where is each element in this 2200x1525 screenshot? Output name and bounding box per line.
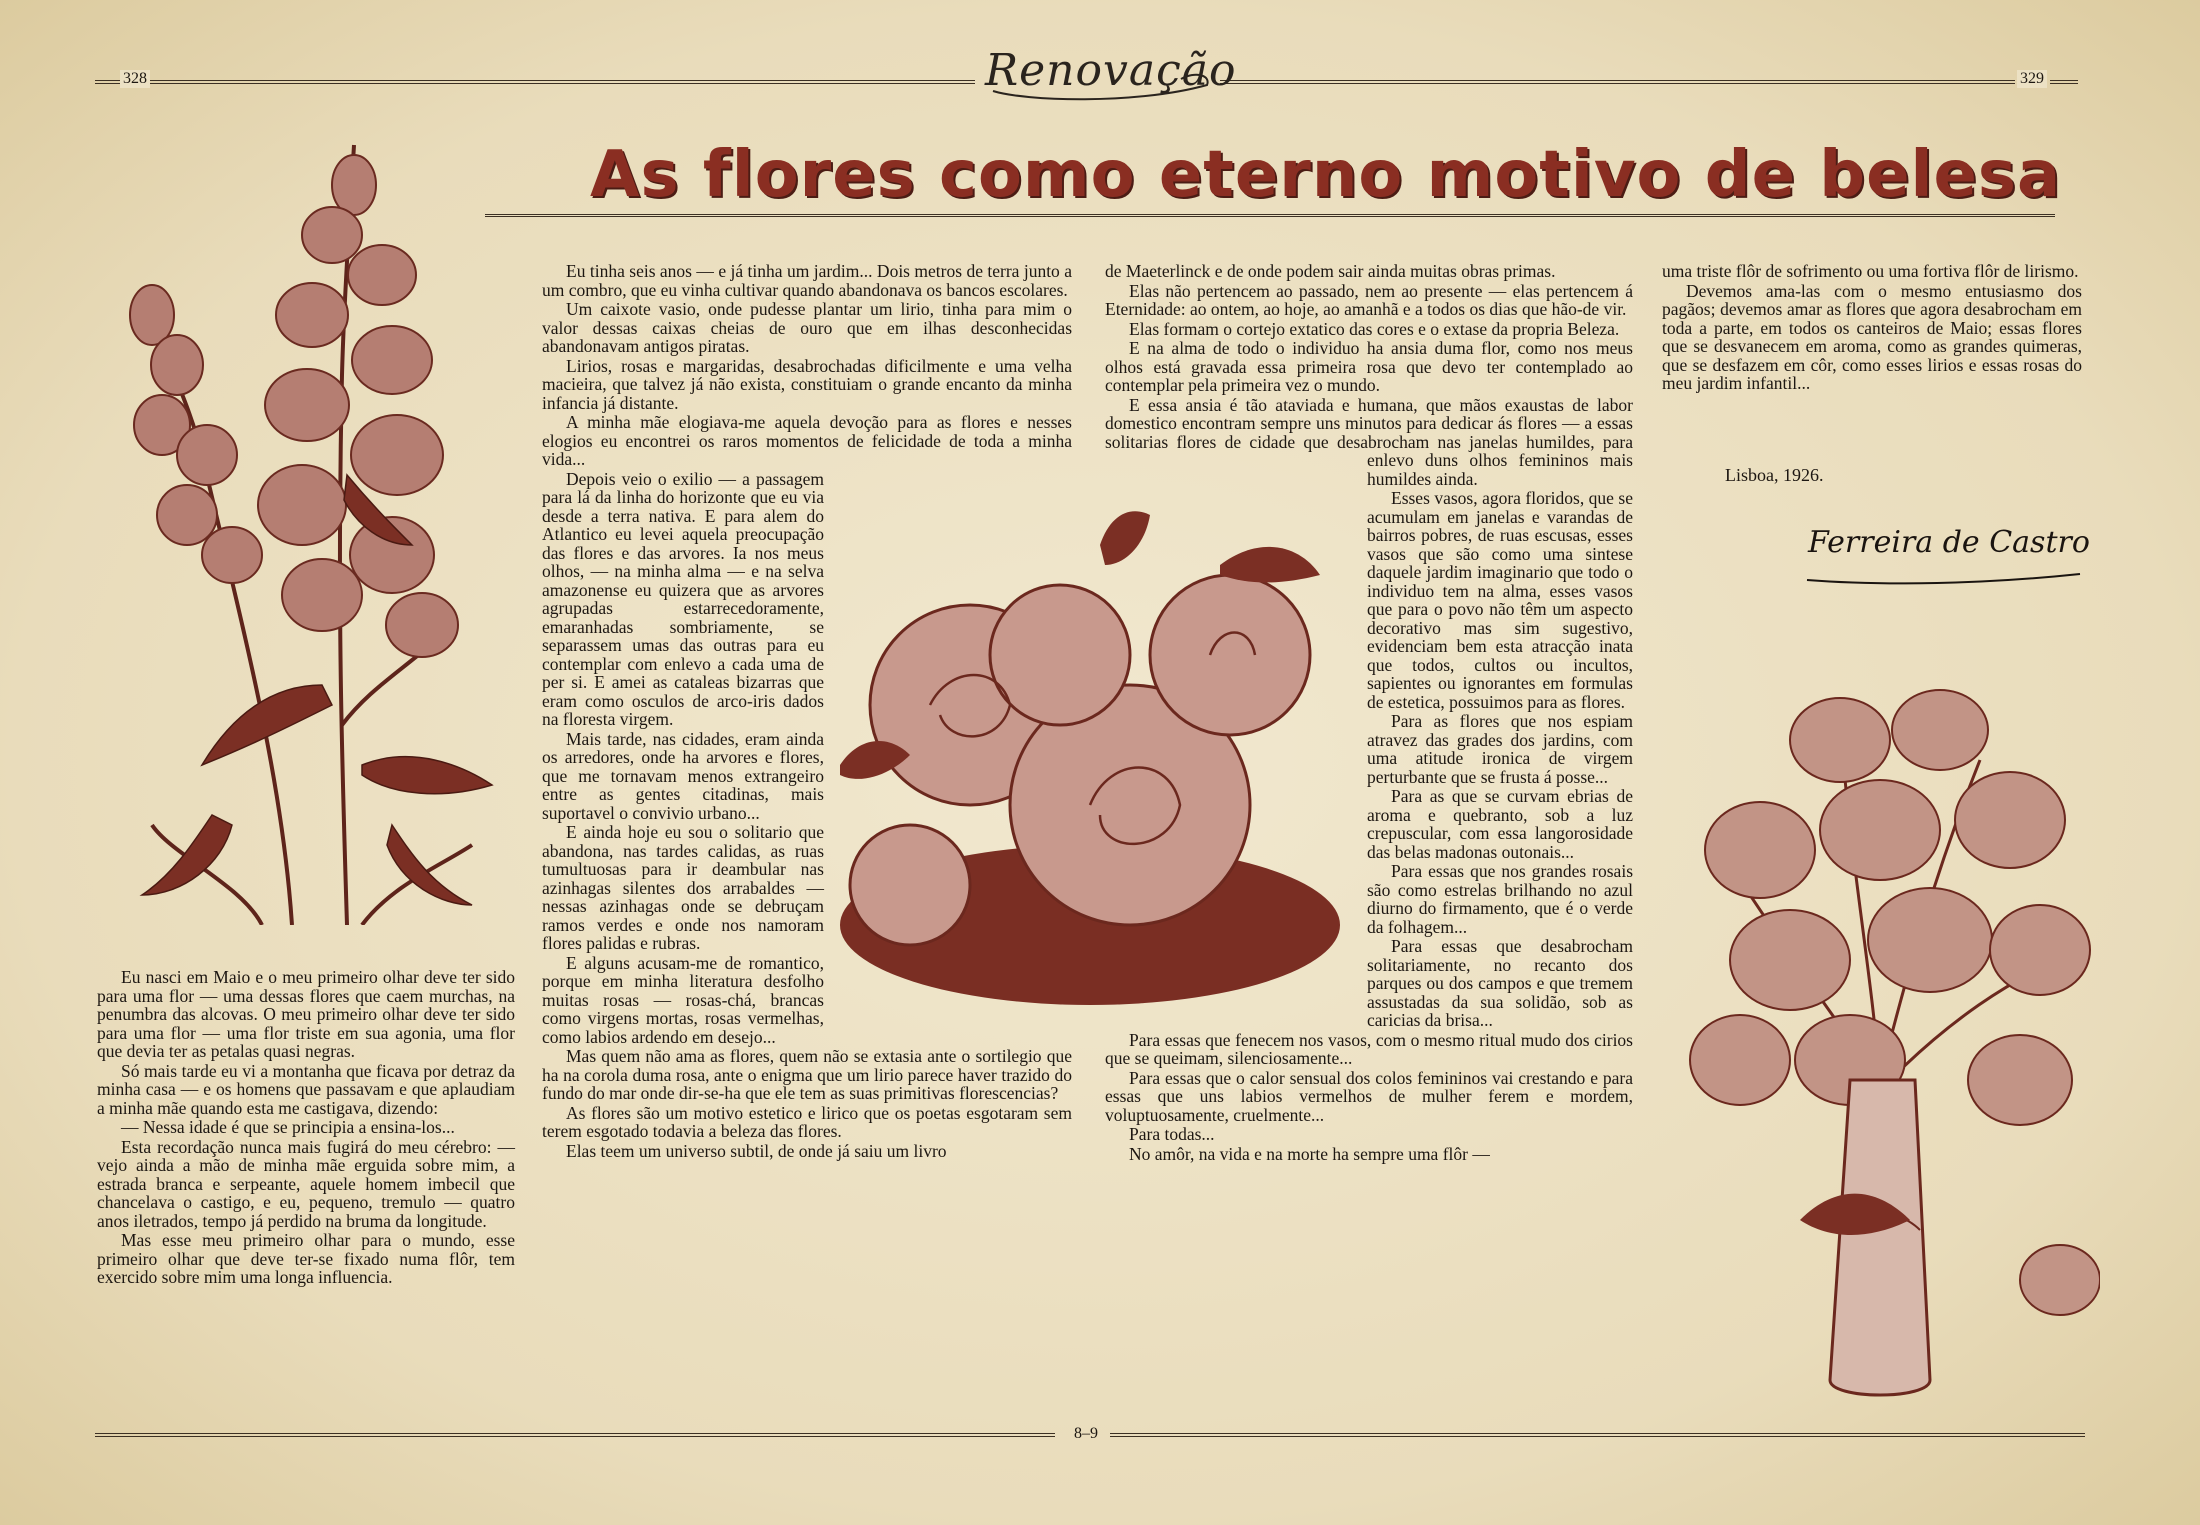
- dateline: Lisboa, 1926.: [1725, 465, 1824, 485]
- article-column-4: [1662, 262, 2082, 394]
- header-rule-far-right: [2050, 80, 2078, 84]
- paragraph: de Maeterlinck e de onde podem sair ainda muitas obras primas.: [1105, 261, 1556, 281]
- paragraph: Elas não pertencem ao passado, nem ao presente — elas pertencem á Eternidade: ao ontem, ao hoje, ao amanhã e a todos os dias que hão-de vir.: [1105, 280, 1633, 319]
- paragraph: Para as flores que nos espiam atravez das grades dos jardins, com uma atitude ironica de virgem perturbante que se frusta á posse...: [1367, 711, 1633, 787]
- paragraph: Eu tinha seis anos — e já tinha um jardim... Dois metros de terra junto a um combro, que eu vinha cultivar quando abandonava os bancos escolares.: [542, 261, 1072, 300]
- header-rule-right: [1220, 80, 2015, 84]
- paragraph: A minha mãe elogiava-me aquela devoção para as flores e nesses elogios eu encontrei os raros momentos de felicidade de toda a minha vida...: [542, 412, 1072, 469]
- snapdragon-illustration: [92, 125, 512, 925]
- paragraph: Mais tarde, nas cidades, eram ainda os arredores, onde ha arvores e flores, que me tornavam menos extrangeiro entre as gentes citadinas, mais suportavel o convivio urbano...: [542, 728, 824, 823]
- footer-rule-left: [95, 1433, 1055, 1437]
- masthead-logo: [985, 45, 1237, 105]
- article-title: As flores como eterno motivo de belesa: [590, 138, 2062, 212]
- header-rule-left: [95, 80, 975, 84]
- article-column-1: [97, 968, 515, 1288]
- paragraph: Para essas que o calor sensual dos colos femininos vai crestando e para essas que uns labios vermelhos de mulher ferem e mordem, voluptuosamente, cruelmente...: [1105, 1067, 1633, 1125]
- signature-flourish: [1805, 568, 2085, 598]
- page-number-right: 329: [2017, 70, 2047, 88]
- title-underline: [485, 214, 2055, 217]
- paragraph: Mas quem não ama as flores, quem não se extasia ante o sortilegio que ha na corola duma rosa, ante o enigma que um lirio parece haver trazido do fundo do mar onde dir-se-ha que ele tem as suas primitivas florescencias?: [542, 1046, 1072, 1103]
- paragraph: Para essas que nos grandes rosais são como estrelas brilhando no azul diurno do firmamento, que é o verde da folhagem...: [1367, 861, 1633, 937]
- paragraph: E ainda hoje eu sou o solitario que abandona, nas tardes calidas, as ruas tumultuosas para ir deambular nas azinhagas silentes dos arrabaldes — nessas azinhagas onde se debruçam ramos verdes e onde nos namoram flores palidas e rubras.: [542, 822, 824, 953]
- author-signature: Ferreira de Castro: [1808, 525, 2090, 560]
- paragraph: Para essas que desabrocham solitariamente, no recanto dos parques ou dos campos e que tremem assustadas da sua solidão, sob as caricias da brisa...: [1367, 936, 1633, 1030]
- paragraph: E alguns acusam-me de romantico, porque em minha literatura desfolho muitas rosas — rosas-chá, brancas como virgens mortas, rosas vermelhas, como labios ardendo em desejo...: [542, 952, 824, 1047]
- paragraph: Elas teem um universo subtil, de onde já saiu um livro: [566, 1140, 947, 1161]
- paragraph: E essa ansia é tão ataviada e humana, que mãos exaustas de labor domestico encontram sempre uns minutos para dedicar ás flores — a essas solitarias flores de cidade que desabrocham nas janelas humildes, para enlevo duns olhos femininos mais humildes ainda.: [1105, 394, 1633, 489]
- paragraph: Devemos ama-las com o mesmo entusiasmo dos pagãos; devemos amar as flores que agora desabrocham em toda a parte, em todos os canteiros de Maio; essas flores que se desvanecem em aroma, como as grandes quimeras, que se desfazem em côr, como esses lirios e essas rosas do meu jardim infantil...: [1662, 280, 2082, 393]
- paragraph: No amôr, na vida e na morte ha sempre uma flôr —: [1129, 1143, 1490, 1164]
- paragraph: Lirios, rosas e margaridas, desabrochadas dificilmente e uma velha macieira, que talvez já não exista, constituiam o grande encanto da minha infancia já distante.: [542, 355, 1072, 413]
- paragraph: Eu nasci em Maio e o meu primeiro olhar deve ter sido para uma flor — uma dessas flores que caem murchas, na penumbra das alcovas. O meu primeiro olhar deve ter sido para uma flor — uma flor triste em sua agonia, uma flor que devia ter as petalas quasi negras.: [97, 967, 515, 1061]
- paragraph: Para todas...: [1129, 1124, 1215, 1144]
- article-column-3: [1105, 262, 1633, 1164]
- paragraph: Um caixote vasio, onde pudesse plantar um lirio, tinha para mim o valor dessas caixas cheias de ouro que em ilhas desconhecidas abandonavam antigos piratas.: [542, 299, 1072, 356]
- paragraph: As flores são um motivo estetico e lirico que os poetas esgotaram sem terem esgotado todavia a beleza das flores.: [542, 1102, 1072, 1141]
- article-column-2: [542, 262, 1072, 1161]
- page-number-left: 328: [120, 70, 150, 88]
- paragraph: Mas esse meu primeiro olhar para o mundo, esse primeiro olhar que deve ter-se fixado numa flôr, tem exercido sobre mim uma longa influencia.: [97, 1230, 515, 1287]
- paragraph: Esses vasos, agora floridos, que se acumulam em janelas e varandas de bairros pobres, de ruas escusas, esses vasos que são como uma sintese daquele jardim imaginario que todo o individuo tem na alma, esses vasos que para o povo não têm um aspecto decorativo mas sim sugestivo, evidenciam bem esta atracção inata que todos, cultos ou incultos, sapientes ou ignorantes em formulas de estetica, possuimos para as flores.: [1367, 488, 1633, 712]
- sweet-pea-vase-illustration: [1680, 660, 2100, 1410]
- paragraph: Depois veio o exilio — a passagem para lá da linha do horizonte que eu via desde a terra nativa. E para alem do Atlantico eu levei aquela preocupação das flores e das arvores. Ia nos meus olhos, — na minha alma — e na selva amazonense eu quizera que as arvores agrupadas estarrecedoramente, emaranhadas sombriamente, se separassem umas das outras para eu contemplar com enlevo a cada uma de per si. E amei as cataleas bizarras que eram como osculos de arco-iris dados na floresta virgem.: [542, 468, 824, 729]
- paragraph: Só mais tarde eu vi a montanha que ficava por detraz da minha casa — e os homens que passavam e que aplaudiam a minha mãe quando esta me castigava, dizendo:: [97, 1060, 515, 1118]
- paragraph: Para as que se curvam ebrias de aroma e quebranto, sob a luz crepuscular, com essa langorosidade das belas madonas outonais...: [1367, 786, 1633, 862]
- footer-rule-right: [1110, 1433, 2085, 1437]
- paragraph: Elas formam o cortejo extatico das cores e o extase da propria Beleza.: [1129, 318, 1620, 339]
- paragraph: Para essas que fenecem nos vasos, com o mesmo ritual mudo dos cirios que se queimam, silenciosamente...: [1105, 1029, 1633, 1068]
- paragraph: uma triste flôr de sofrimento ou uma fortiva flôr de lirismo.: [1662, 261, 2079, 281]
- footer-page-range: 8–9: [1074, 1425, 1098, 1442]
- paragraph: — Nessa idade é que se principia a ensina-los...: [121, 1117, 455, 1137]
- paragraph: Esta recordação nunca mais fugirá do meu cérebro: — vejo ainda a mão de minha mãe erguida sobre mim, a estrada branca e serpeante, aquele homem imbecil que chancelava o castigo, e eu, pequeno, tremulo — quatro anos iletrados, tempo já perdido na bruma da longitude.: [97, 1136, 515, 1231]
- masthead-text: Renovação: [985, 45, 1237, 96]
- paragraph: E na alma de todo o individuo ha ansia duma flor, como nos meus olhos está gravada essa primeira rosa que devo ter contemplado ao contemplar pela primeira vez o mundo.: [1105, 338, 1633, 395]
